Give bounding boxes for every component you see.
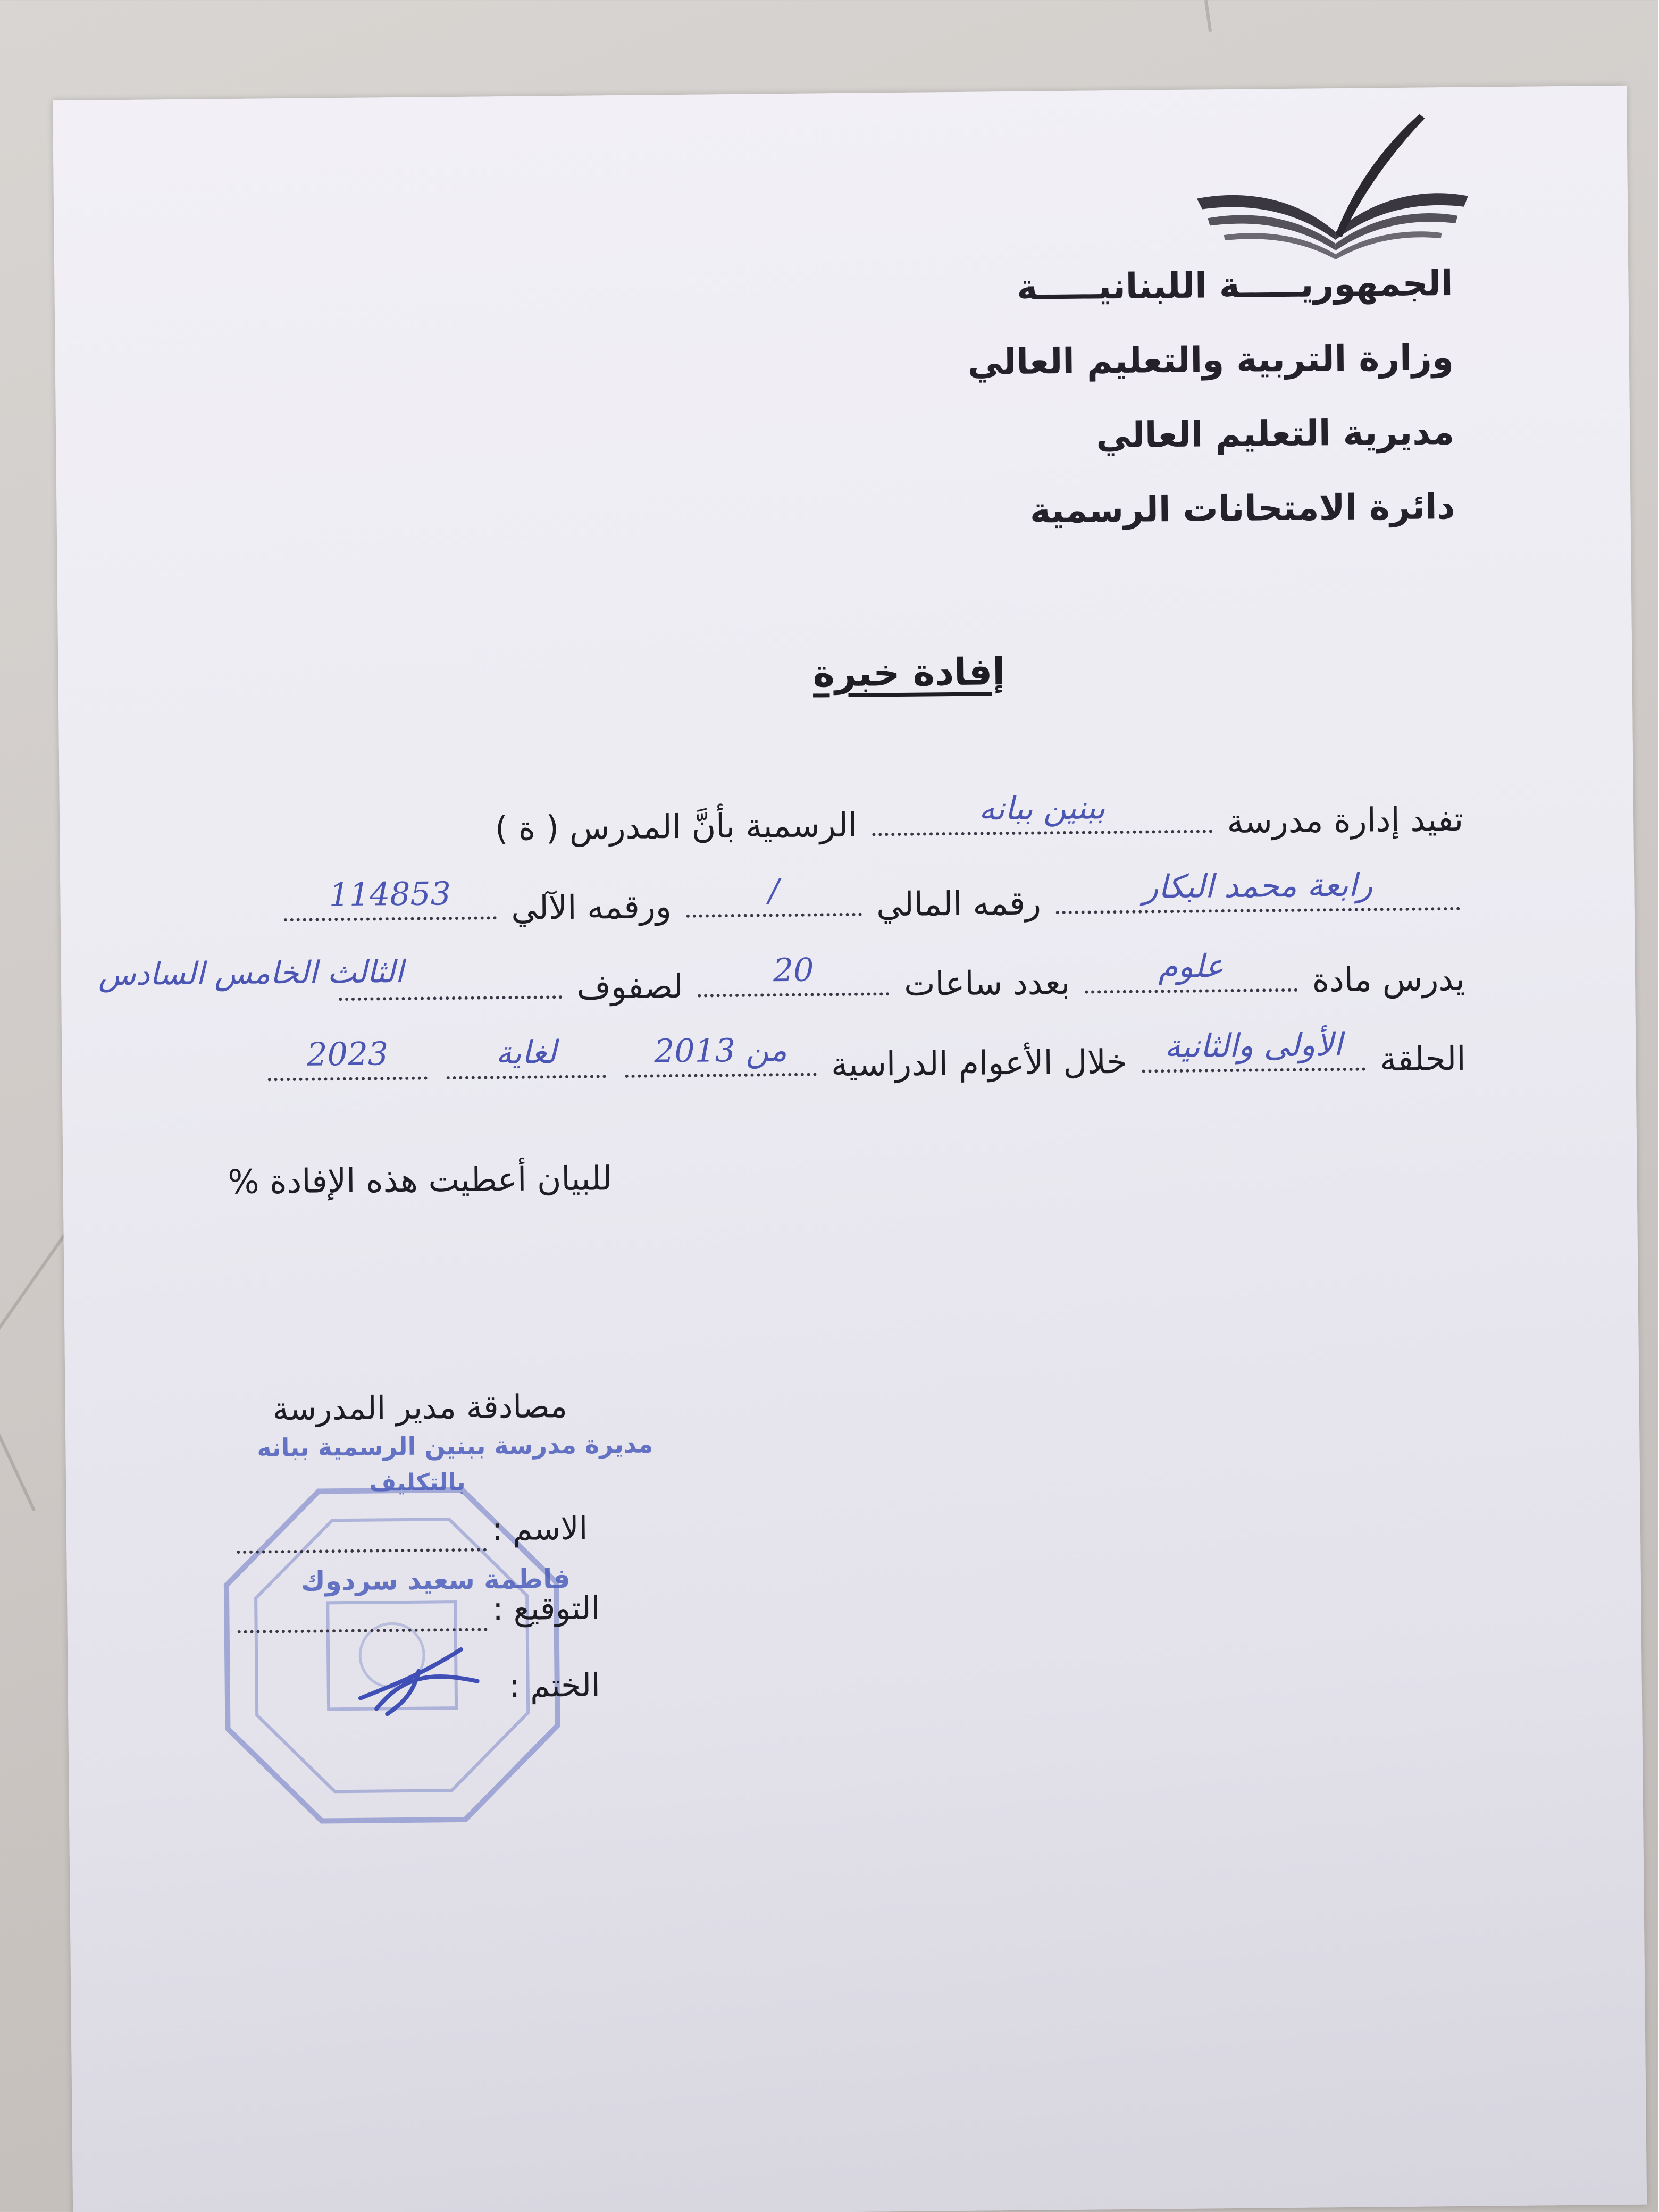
cycle-handwritten: الأولى والثانية [1164, 1026, 1343, 1066]
signature-label: التوقيع : [493, 1589, 601, 1628]
body-line-1 [495, 789, 1464, 848]
hours-field [698, 951, 890, 997]
background-floor-line [0, 1413, 36, 1511]
hours-label: بعدد ساعات [904, 962, 1071, 1003]
auto-number-field [284, 875, 497, 921]
document-title: إفادة خبرة [813, 650, 1006, 696]
cycle-label: الحلقة [1380, 1038, 1467, 1079]
principal-signature-icon [355, 1639, 484, 1725]
background-floor-line [1205, 0, 1212, 32]
header-ministry: وزارة التربية والتعليم العالي [968, 337, 1455, 383]
stamp-assignment: بالتكليف [369, 1468, 466, 1497]
financial-number-label: رقمه المالي [876, 883, 1042, 924]
stamp-principal-name: فاطمة سعيد سردوك [301, 1563, 571, 1597]
financial-number-handwritten: / [768, 872, 780, 910]
teacher-name-field [1056, 866, 1461, 914]
year-to-handwritten: 2023 [307, 1035, 389, 1074]
cycle-field [1142, 1026, 1366, 1073]
subject-handwritten: علوم [1158, 948, 1225, 986]
year-to-field [269, 1035, 429, 1082]
school-suffix-label: الرسمية بأنَّ المدرس ( ة ) [495, 805, 858, 848]
years-label: خلال الأعوام الدراسية [831, 1042, 1128, 1084]
financial-number-field [686, 872, 862, 918]
to-word-field [447, 1034, 607, 1079]
body-line-3 [334, 948, 1466, 1009]
name-label: الاسم : [492, 1510, 589, 1548]
ministry-logo-icon [1191, 103, 1480, 265]
principal-approval-heading: مصادقة مدير المدرسة [273, 1388, 568, 1428]
body-line-4 [264, 1026, 1467, 1090]
stamp-principal-title: مديرة مدرسة ببنين الرسمية ببانه [257, 1429, 654, 1462]
school-name-handwritten: ببنين ببانه [979, 789, 1106, 828]
signature-field [238, 1601, 488, 1633]
classes-label: لصفوف [577, 966, 684, 1007]
body-line-2 [280, 866, 1465, 929]
to-word-handwritten: لغاية [496, 1034, 557, 1072]
classes-handwritten: الثالث الخامس السادس [98, 953, 405, 993]
school-prefix-label: تفيد إدارة مدرسة [1227, 799, 1464, 841]
name-field [237, 1522, 488, 1554]
subject-label: يدرس مادة [1312, 959, 1466, 1000]
teacher-name-handwritten: رابعة محمد البكار [1143, 866, 1373, 906]
subject-field [1085, 948, 1298, 994]
closing-statement: للبيان أعطيت هذه الإفادة % [228, 1159, 613, 1202]
certificate-paper [53, 86, 1647, 2212]
year-from-field [625, 1032, 817, 1078]
school-name-field [872, 789, 1213, 836]
header-republic: الجمهوريـــــة اللبنانيـــــة [1017, 262, 1454, 308]
auto-number-handwritten: 114853 [329, 875, 452, 914]
hours-handwritten: 20 [773, 951, 815, 990]
seal-label: الختم : [509, 1666, 601, 1705]
year-from-handwritten: من 2013 [654, 1032, 788, 1070]
header-department: دائرة الامتحانات الرسمية [1030, 485, 1456, 531]
header-directorate: مديرية التعليم العالي [1096, 411, 1455, 456]
auto-number-label: ورقمه الآلي [511, 887, 673, 927]
